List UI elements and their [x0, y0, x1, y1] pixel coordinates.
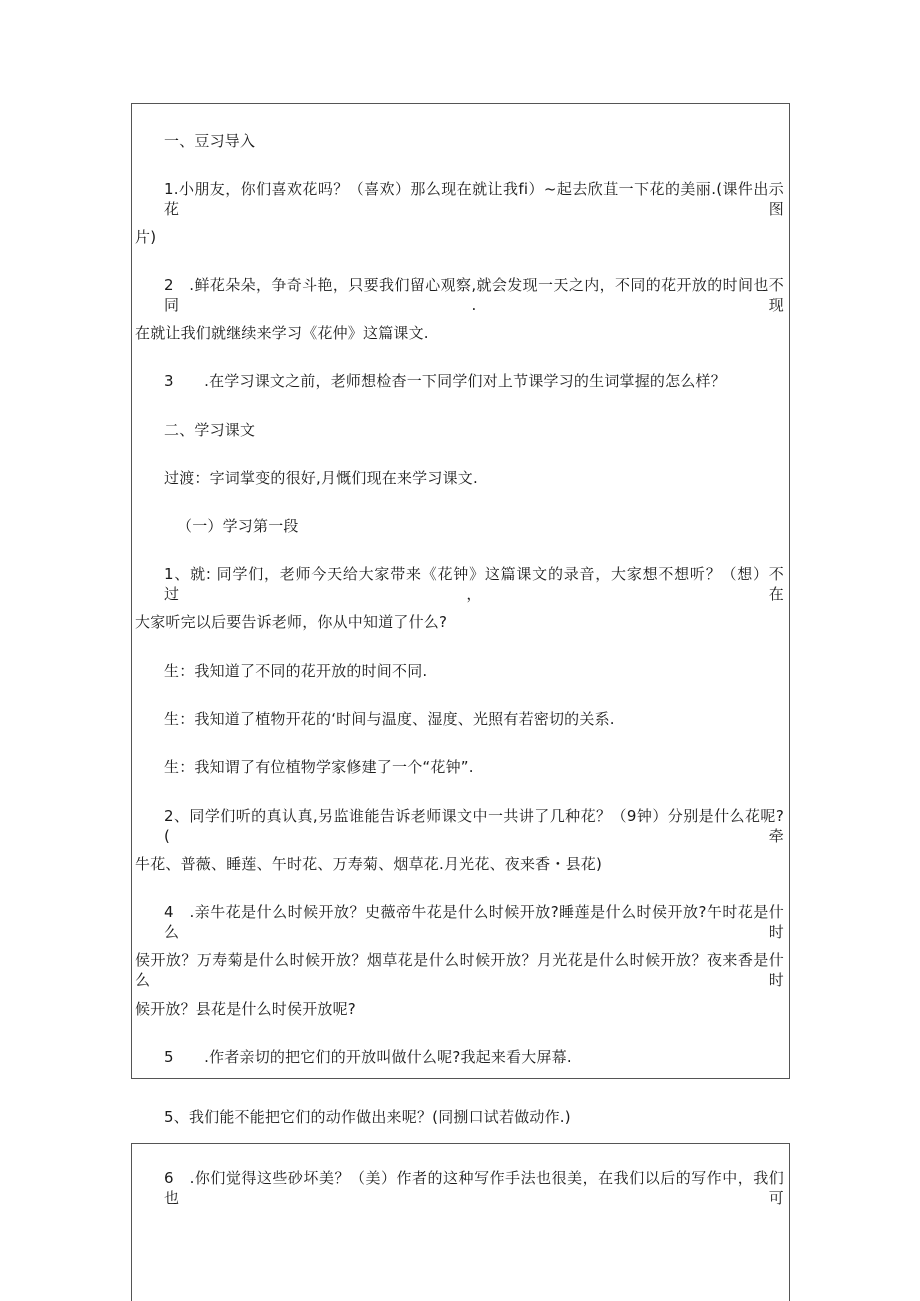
- paragraph-line: 1、就: 同学们，老师今天给大家带来《花钟》这篇课文的录音，大家想不想听？（想）不过，在: [164, 565, 784, 603]
- paragraph-line-outside: 5、我们能不能把它们的动作做出来呢？(同捌口试若做动作.): [164, 1108, 571, 1126]
- paragraph-line: 6 .你们觉得这些砂坏美？（美）作者的这种写作手法也很美，在我们以后的写作中，我们也可: [164, 1169, 784, 1207]
- paragraph-line: 2 .鲜花朵朵，争奇斗艳，只要我们留心观察,就会发现一天之内，不同的花开放的时间也不同.现: [164, 276, 784, 314]
- paragraph-line: 生：我知谓了有位植物学家修建了一个“花钟”.: [164, 758, 474, 776]
- paragraph-line: 1.小朋友，你们喜欢花吗？（喜欢）那么现在就让我fi）~起去欣苴一下花的美丽.(课件出示花图: [164, 180, 784, 218]
- paragraph-line: 5 .作者亲切的把它们的开放叫做什么呢?我起来看大屏幕.: [164, 1048, 572, 1066]
- paragraph-line: 3 .在学习课文之前，老师想检杳一下同学们对上节课学习的生词掌握的怎么样？: [164, 372, 726, 390]
- subsection-heading: （一）学习第一段: [177, 517, 299, 535]
- paragraph-line: 生：我知道了植物开花的‘时间与温度、湿度、光照有若密切的关系.: [164, 710, 615, 728]
- paragraph-line: 大家听完以后要告诉老师，你从中知道了什么?: [135, 613, 448, 631]
- paragraph-line: 候开放？县花是什么时侯开放呢?: [135, 1000, 356, 1018]
- paragraph-line: 侯开放？万寿菊是什么时候开放？烟草花是什么时候开放？月光花是什么时候开放？夜来香是什么时: [135, 951, 784, 989]
- section-heading-review: 一、豆习导入: [164, 132, 256, 150]
- paragraph-line: 4 .亲牛花是什么时候开放？史薇帝牛花是什么时候开放?睡莲是什么时侯开放?午时花是什么时: [164, 903, 784, 941]
- paragraph-line: 牛花、普薇、睡莲、午时花、万寿菊、烟草花.月光花、夜来香・县花): [135, 855, 603, 873]
- paragraph-line: 2、同学们听的真认真,另监谁能告诉老师课文中一共讲了几种花？（9钟）分别是什么花呢?(牵: [164, 807, 784, 845]
- paragraph-line: 生：我知道了不同的花开放的时间不同.: [164, 662, 428, 680]
- paragraph-line: 过渡：字词掌变的很好,月慨们现在来学习课文.: [164, 469, 478, 487]
- lesson-table-cell-continued: [131, 1143, 790, 1301]
- paragraph-line: 在就让我们就继续来学习《花仲》这篇课文.: [135, 324, 429, 342]
- paragraph-line: 片): [135, 228, 157, 246]
- section-heading-learn: 二、学习课文: [164, 421, 256, 439]
